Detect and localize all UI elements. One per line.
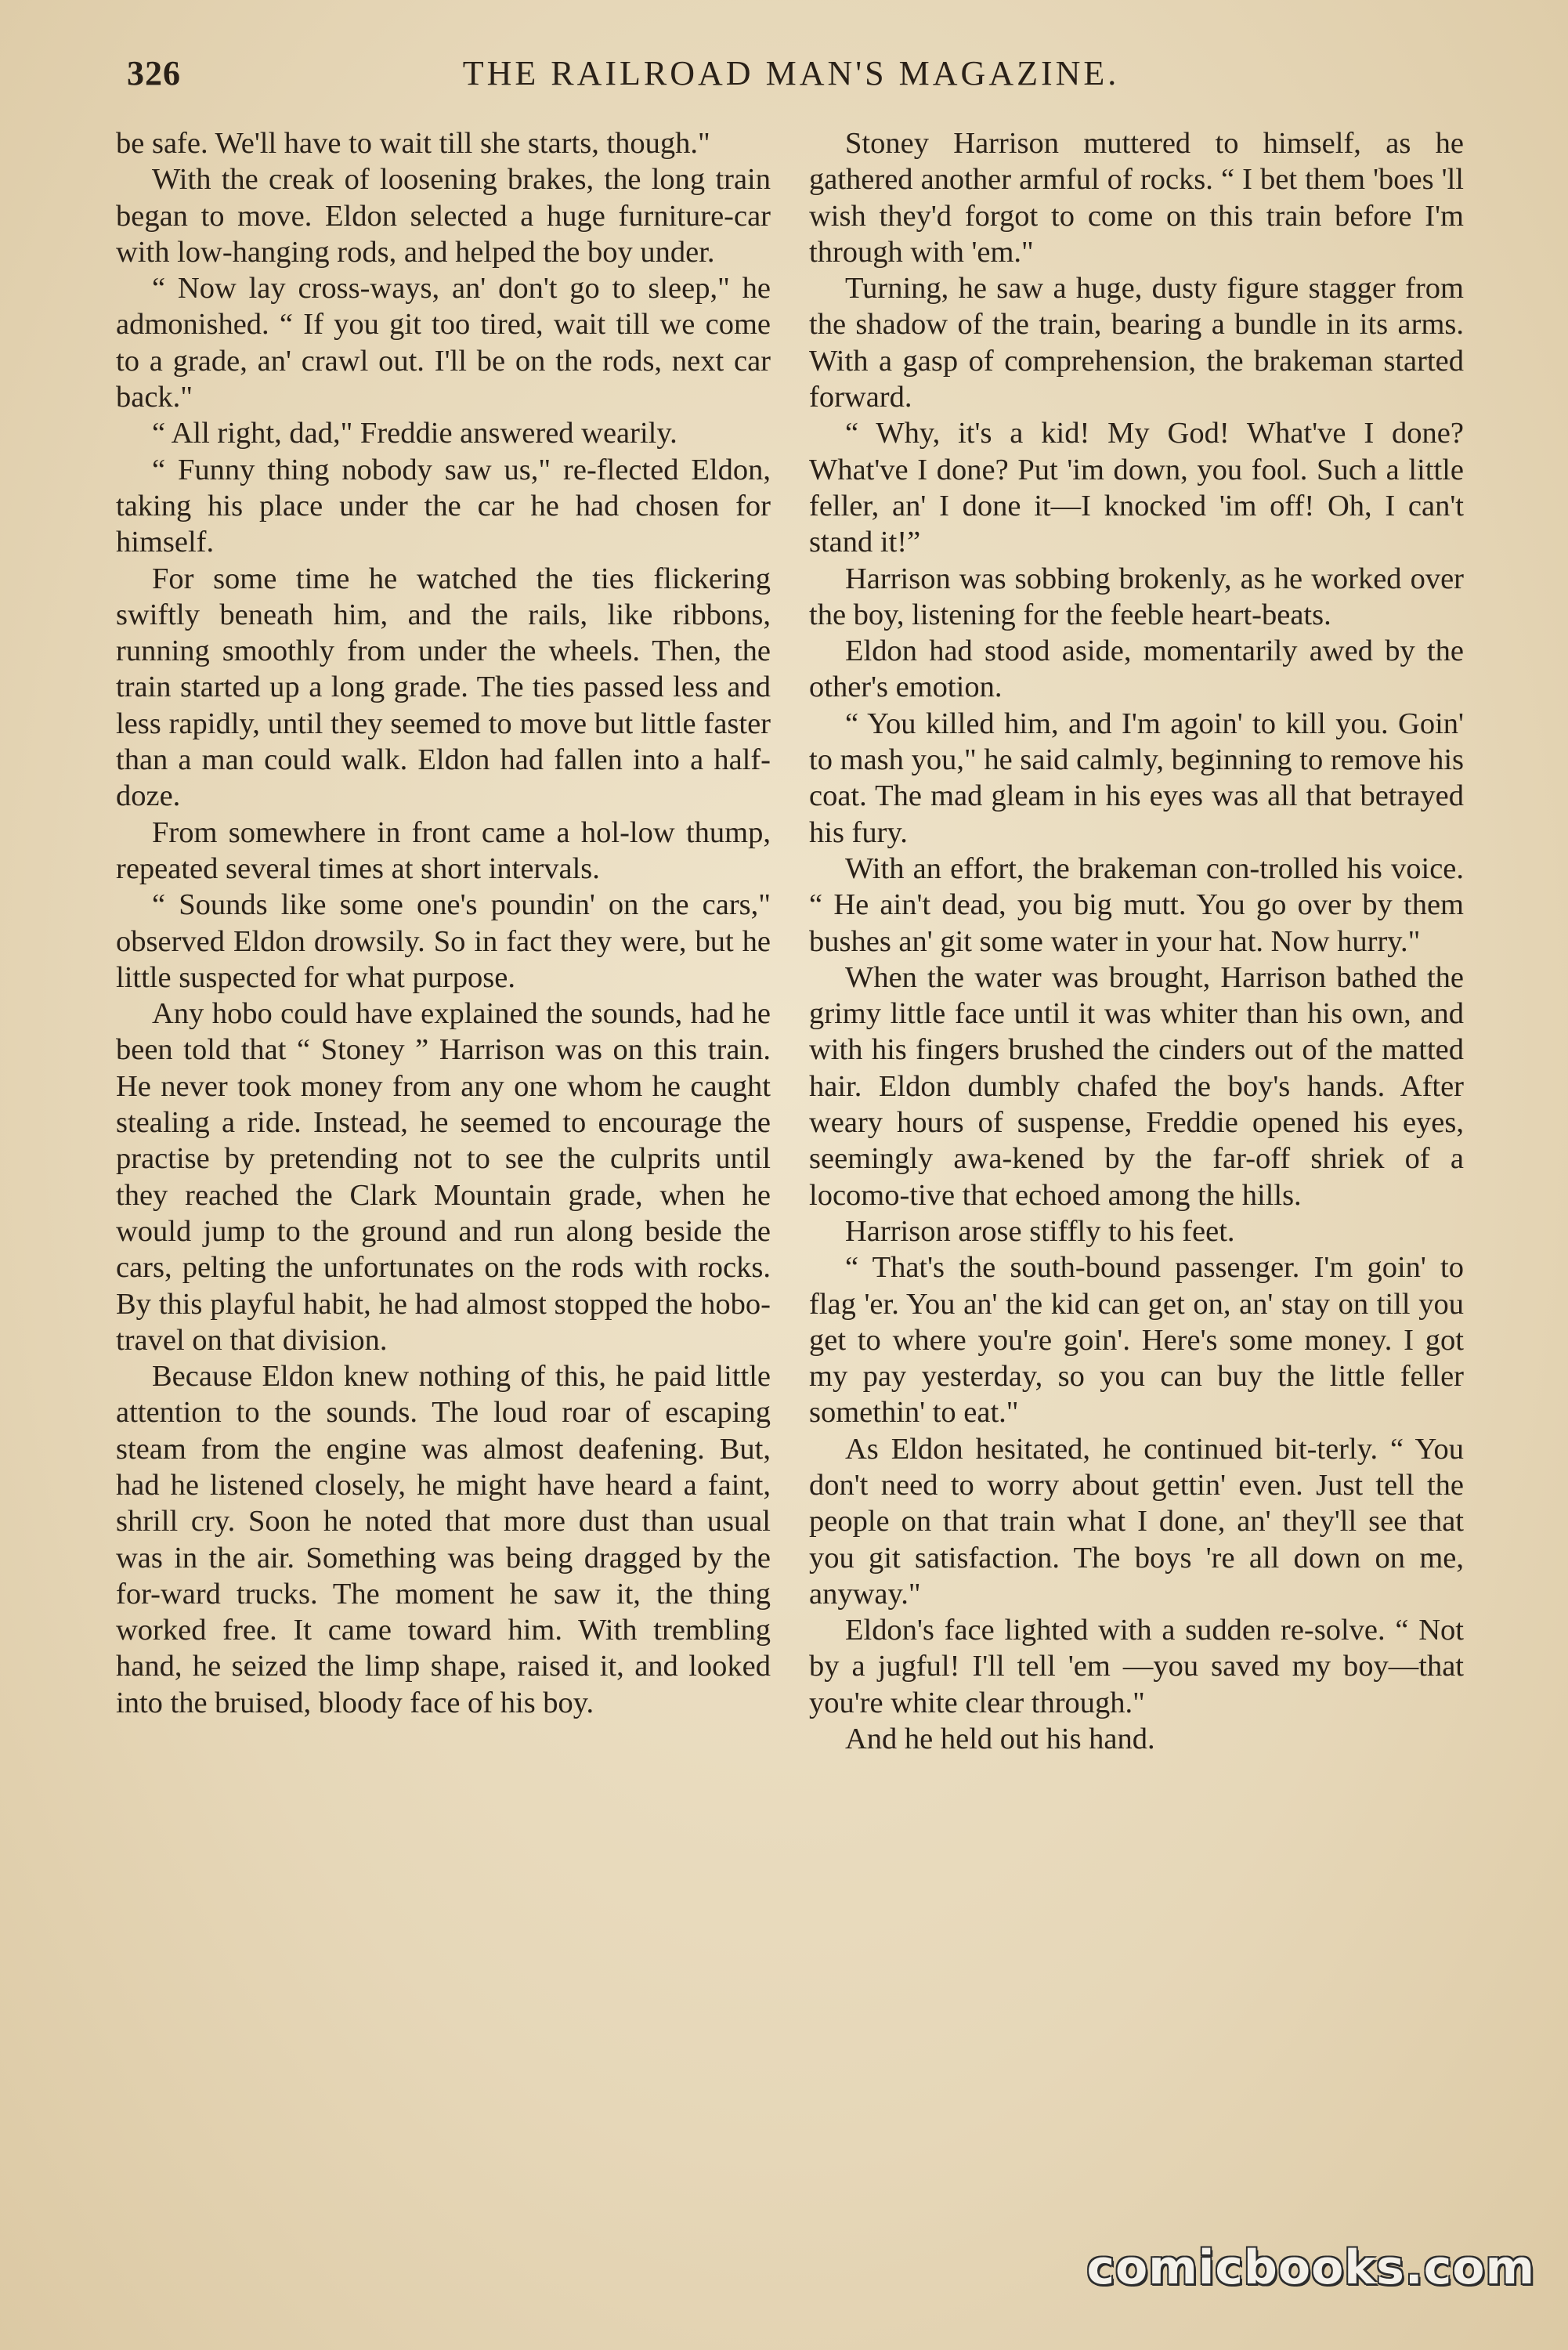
paragraph: As Eldon hesitated, he continued bit-terly. “ You don't need to worry about gettin' even. Just tell the people on that train what I done, an' they'll see that you git satisfaction. The boys 're all down on me, anyway." bbox=[809, 1432, 1464, 1611]
paragraph: be safe. We'll have to wait till she starts, though." bbox=[116, 127, 710, 160]
paragraph: Turning, he saw a huge, dusty figure stagger from the shadow of the train, bearing a bundle in its arms. With a gasp of comprehension, the brakeman started forward. bbox=[809, 272, 1464, 414]
paragraph: Any hobo could have explained the sounds, had he been told that “ Stoney ” Harrison was on this train. He never took money from any one whom he caught stealing a ride. Instead, he seemed to encourage the practise by pretending not to see the culprits until they reached the Clark Mountain grade, when he would jump to the ground and run along beside the cars, pelting the unfortunates on the rods with rocks. By this playful habit, he had almost stopped the hobo-travel on that division. bbox=[116, 997, 771, 1357]
page-number: 326 bbox=[127, 54, 181, 92]
paragraph: Eldon's face lighted with a sudden re-solve. “ Not by a jugful! I'll tell 'em —you saved my boy—that you're white clear through." bbox=[809, 1614, 1464, 1719]
paragraph: When the water was brought, Harrison bathed the grimy little face until it was whiter than his own, and with his fingers brushed the cinders out of the matted hair. Eldon dumbly chafed the boy's hands. After weary hours of suspense, Freddie opened his eyes, seemingly awa-kened by the far-off shriek of a locomo-tive that echoed among the hills. bbox=[809, 960, 1464, 1212]
watermark-logo: comicbooks.com bbox=[1086, 2240, 1535, 2295]
paragraph: “ Sounds like some one's poundin' on the cars," observed Eldon drowsily. So in fact they were, but he little suspected for what purpose. bbox=[116, 888, 771, 994]
paragraph: For some time he watched the ties flickering swiftly beneath him, and the rails, like ribbons, running smoothly from under the wheels. Then, the train started up a long grade. The ties passed less and less rapidly, until they seemed to move but little faster than a man could walk. Eldon had fallen into a half-doze. bbox=[116, 562, 771, 813]
paragraph: “ Why, it's a kid! My God! What've I done? What've I done? Put 'im down, you fool. Such a little feller, an' I done it—I knocked 'im off! Oh, I can't stand it!” bbox=[809, 417, 1464, 559]
paragraph: From somewhere in front came a hol-low thump, repeated several times at short intervals. bbox=[116, 815, 771, 885]
paragraph: With an effort, the brakeman con-trolled his voice. “ He ain't dead, you big mutt. You go over by them bushes an' git some water in your hat. Now hurry." bbox=[809, 851, 1464, 958]
paragraph: “ That's the south-bound passenger. I'm goin' to flag 'er. You an' the kid can get on, an' stay on till you get to where you're goin'. Here's some money. I got my pay yesterday, so you can buy the little feller somethin' to eat." bbox=[809, 1251, 1464, 1430]
paragraph: Eldon had stood aside, momentarily awed by the other's emotion. bbox=[809, 634, 1464, 704]
paragraph: “ Now lay cross-ways, an' don't go to sleep," he admonished. “ If you git too tired, wait till we come to a grade, an' crawl out. I'll be on the rods, next car back." bbox=[116, 272, 771, 414]
left-column bbox=[116, 125, 771, 1721]
paragraph: And he held out his hand. bbox=[845, 1723, 1155, 1756]
paragraph: “ All right, dad," Freddie answered wearily. bbox=[152, 417, 677, 450]
paragraph: Harrison was sobbing brokenly, as he worked over the boy, listening for the feeble heart-beats. bbox=[809, 562, 1464, 631]
right-column bbox=[809, 125, 1464, 1757]
running-title: THE RAILROAD MAN'S MAGAZINE. bbox=[462, 54, 1120, 92]
paragraph: Because Eldon knew nothing of this, he paid little attention to the sounds. The loud roar of escaping steam from the engine was almost deafening. But, had he listened closely, he might have heard a faint, shrill cry. Soon he noted that more dust than usual was in the air. Something was being dragged by the for-ward trucks. The moment he saw it, the thing worked free. It came toward him. With trembling hand, he seized the limp shape, raised it, and looked into the bruised, bloody face of his boy. bbox=[116, 1360, 771, 1719]
paragraph: Harrison arose stiffly to his feet. bbox=[845, 1214, 1235, 1248]
page-header bbox=[117, 53, 1465, 108]
paragraph: With the creak of loosening brakes, the long train began to move. Eldon selected a huge furniture-car with low-hanging rods, and helped the boy under. bbox=[116, 163, 771, 269]
paragraph: Stoney Harrison muttered to himself, as he gathered another armful of rocks. “ I bet them 'boes 'll wish they'd forgot to come on this train before I'm through with 'em." bbox=[809, 127, 1464, 269]
paragraph: “ You killed him, and I'm agoin' to kill you. Goin' to mash you," he said calmly, beginning to remove his coat. The mad gleam in his eyes was all that betrayed his fury. bbox=[809, 707, 1464, 849]
paragraph: “ Funny thing nobody saw us," re-flected Eldon, taking his place under the car he had chosen for himself. bbox=[116, 453, 771, 559]
